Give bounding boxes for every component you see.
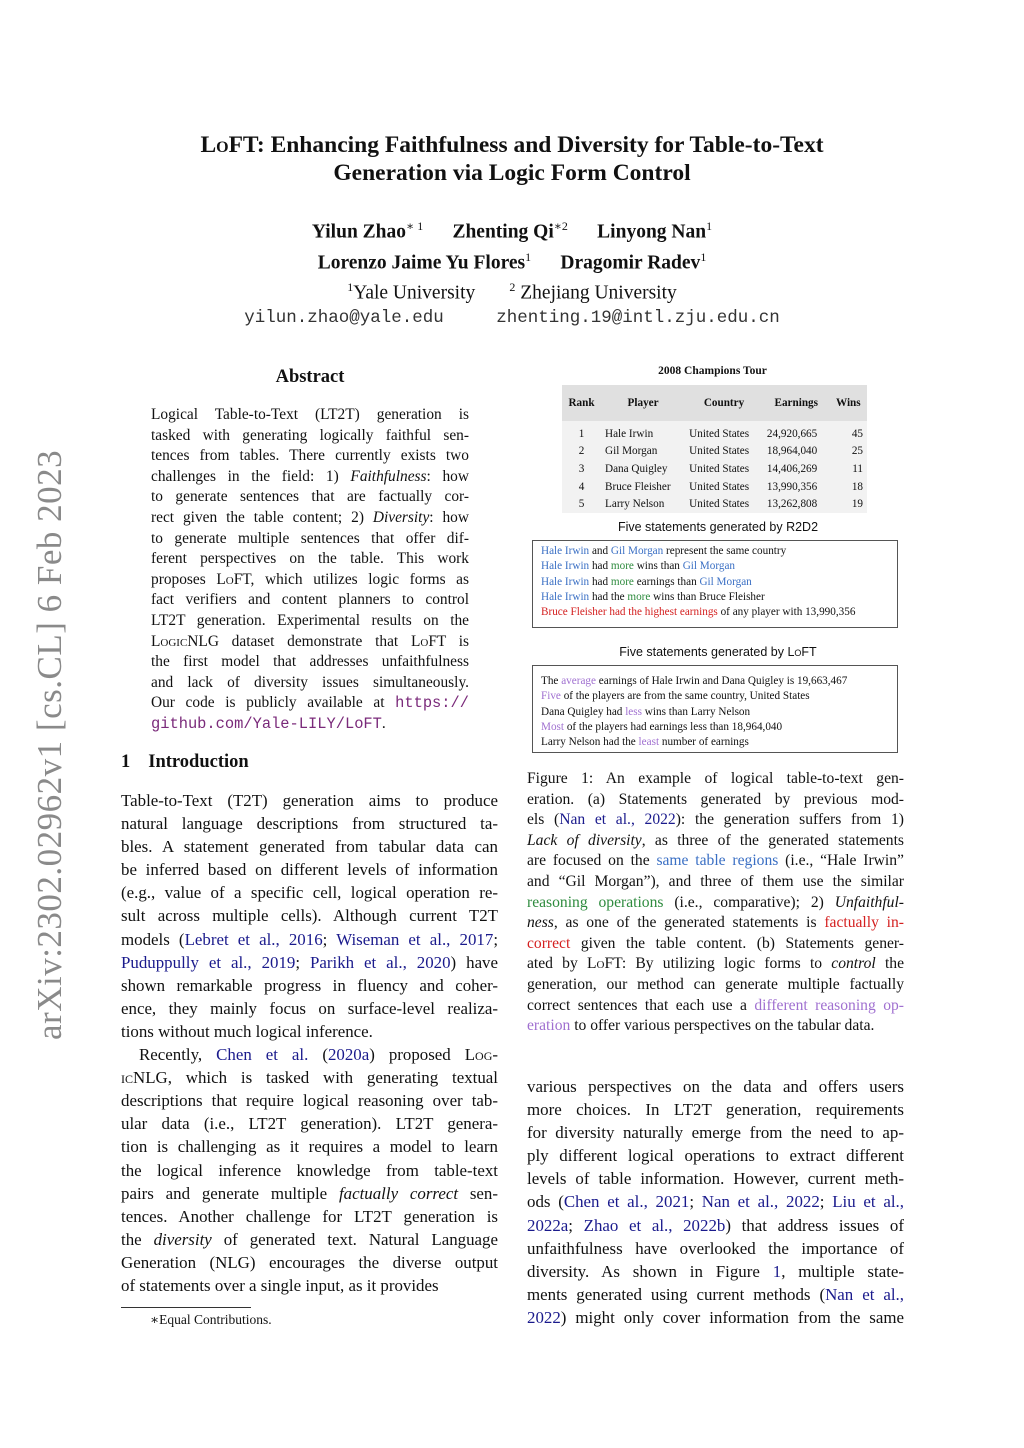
table-cell: United States (685, 460, 763, 478)
email-link[interactable]: yilun.zhao@yale.edu (244, 307, 444, 328)
intro-line: Puduppully et al., 2019; Parikh et al., 2020) have (121, 952, 499, 972)
table-cell: 3 (562, 460, 601, 478)
table-cell: Dana Quigley (601, 460, 685, 478)
author-name: Lorenzo Jaime Yu Flores (317, 252, 526, 273)
abstract-line: rect given the table content; 2) Diversity: how (151, 508, 469, 526)
abstract-line: Our code is publicly available at https:// (151, 694, 469, 713)
intro-line: bles. A statement generated from tabular data can (121, 837, 498, 857)
author-name: Yilun Zhao (311, 221, 407, 243)
emails (120, 306, 904, 331)
intro-paragraphs (121, 789, 498, 1297)
author-name: Dragomir Radev (560, 252, 701, 273)
table-cell: 5 (562, 495, 601, 513)
affiliation: Yale University (353, 282, 476, 304)
loft-statement: Five of the players are from the same country, United States (541, 690, 810, 703)
intro-line: ence, they mainly focus on surface-level realiza- (121, 998, 498, 1018)
author-affiliation-mark: 1 (700, 249, 707, 264)
intro-line: tion is challenging as it requires a model to learn (121, 1137, 498, 1157)
abstract-line: Logical Table-to-Text (LT2T) generation is (151, 406, 469, 423)
table-cell: 24,920,665 (763, 421, 830, 443)
abstract-line: to generate sentences that are factually cor- (151, 488, 469, 506)
table-header-cell: Earnings (763, 385, 830, 421)
caption-line: Lack of diversity, as three of the generated statements (527, 831, 904, 849)
intro-line: be inferred based on different levels of information (121, 860, 498, 880)
caption-line: are focused on the same table regions (i.e., “Hale Irwin” (527, 852, 904, 870)
table-cell: Bruce Fleisher (601, 478, 685, 496)
caption-line: els (Nan et al., 2022): the generation suffers from 1) (527, 811, 904, 829)
table-cell: 2 (562, 443, 601, 461)
title-line-2: Generation via Logic Form Control (333, 160, 691, 186)
table-header-row (562, 385, 867, 421)
intro-line: natural language descriptions from structured ta- (121, 814, 498, 834)
intro-line: the logical inference knowledge from table-text (121, 1160, 498, 1180)
body-line: more choices. In LT2T generation, requirements (527, 1100, 904, 1120)
caption-line: eration. (a) Statements generated by previous mod- (527, 790, 904, 808)
table-header-cell: Rank (562, 385, 601, 421)
r2d2-label: Five statements generated by R2D2 (617, 520, 819, 534)
caption-line: eration to offer various perspectives on the tabular data. (527, 1017, 875, 1035)
right-column-body (527, 1075, 904, 1329)
intro-line: shown remarkable progress in fluency and coher- (121, 975, 498, 995)
table-row (562, 460, 867, 478)
abstract-line: fact verifiers and content planners to control (151, 591, 469, 609)
intro-line: tences. Another challenge for LT2T generation is (121, 1206, 498, 1226)
caption-line: correct sentences that each use a different reasoning op- (527, 996, 904, 1014)
caption-line: Figure 1: An example of logical table-to-text gen- (527, 770, 904, 787)
loft-statement: Larry Nelson had the least number of earnings (541, 736, 749, 749)
loft-label: Five statements generated by LoFT (619, 645, 817, 659)
r2d2-statement: Hale Irwin had more earnings than Gil Morgan (541, 575, 752, 588)
abstract-line: LT2T generation. Experimental results on the (151, 611, 469, 629)
r2d2-statement: Hale Irwin had the more wins than Bruce Fleisher (541, 590, 765, 603)
affiliation: Zhejiang University (520, 282, 677, 304)
table-row (562, 421, 867, 443)
table-cell: United States (685, 421, 763, 443)
body-line: 2022) might only cover information from the same (527, 1307, 904, 1327)
abstract-line: tasked with generating logically faithful sen- (151, 426, 469, 444)
figure-table-title: 2008 Champions Tour (658, 365, 767, 377)
table-cell: 45 (830, 421, 867, 443)
intro-line: Table-to-Text (T2T) generation aims to produce (121, 791, 498, 810)
author-affiliation-mark: 1 (525, 249, 532, 264)
table-cell: Gil Morgan (601, 443, 685, 461)
paper-title (120, 131, 904, 187)
body-line: ods (Chen et al., 2021; Nan et al., 2022; Liu et al., (527, 1192, 905, 1212)
table-cell: 11 (830, 460, 867, 478)
arxiv-identifier: arXiv:2302.02962v1 [cs.CL] 6 Feb 2023 (30, 449, 69, 1040)
section-number: 1 (121, 752, 131, 772)
intro-line: the diversity of generated text. Natural Language (121, 1229, 498, 1249)
section-heading (121, 752, 249, 773)
table-header-cell: Wins (830, 385, 867, 421)
title-line-1: LoFT: Enhancing Faithfulness and Diversity for Table-to-Text (200, 132, 824, 158)
abstract-line: challenges in the field: 1) Faithfulness: how (151, 467, 469, 485)
intro-line: Recently, Chen et al. (2020a) proposed Log- (139, 1045, 499, 1065)
abstract-line: github.com/Yale-LILY/LoFT. (151, 714, 386, 733)
author-name: Linyong Nan (597, 221, 707, 243)
r2d2-statement: Bruce Fleisher had the highest earnings of any player with 13,990,356 (541, 606, 856, 619)
caption-line: ated by LoFT: By utilizing logic forms to control the (527, 955, 905, 973)
intro-line: ular data (i.e., LT2T generation). LT2T genera- (121, 1114, 498, 1134)
table-row (562, 443, 867, 461)
loft-statement: Most of the players had earnings less than 18,964,040 (541, 720, 783, 733)
author-name: Zhenting Qi (452, 221, 554, 243)
caption-line: generation, our method can generate multiple factually (527, 975, 904, 993)
loft-statements-box (532, 665, 898, 753)
abstract-line: the first model that addresses unfaithfulness (151, 653, 469, 671)
abstract-body (151, 405, 469, 735)
caption-line: correct given the table content. (b) Statements gener- (527, 934, 904, 952)
figure-caption (527, 769, 904, 1037)
body-line: 2022a; Zhao et al., 2022b) that address issues of (527, 1215, 904, 1235)
abstract-heading: Abstract (275, 367, 345, 387)
intro-line: of statements over a single input, as it provides (121, 1275, 439, 1295)
table-cell: 4 (562, 478, 601, 496)
author-affiliation-mark: ∗2 (553, 219, 568, 233)
table-cell: United States (685, 478, 763, 496)
body-line: ments generated using current methods (Nan et al., (527, 1284, 905, 1304)
author-block (120, 214, 904, 331)
intro-line: tions without much logical inference. (121, 1021, 373, 1041)
intro-line: Generation (NLG) encourages the diverse output (121, 1252, 498, 1272)
abstract-line: to generate multiple sentences that offer dif- (151, 529, 469, 547)
affiliations: $^1$Yale University $^2$ Zhejiang University (347, 280, 677, 304)
table-cell: 1 (562, 421, 601, 443)
table-header-cell: Player (601, 385, 685, 421)
intro-line: sult across multiple cells). Although current T2T (121, 906, 498, 926)
caption-line: and “Gil Morgan”), and three of them use the similar (527, 872, 904, 890)
caption-line: reasoning operations (i.e., comparative); 2) Unfaithful- (527, 893, 904, 911)
abstract-line: and lack of diversity issues simultaneously. (151, 673, 469, 691)
body-line: ply different logical operations to extract different (527, 1146, 904, 1166)
body-line: diversity. As shown in Figure 1, multiple state- (527, 1261, 905, 1281)
abstract-line: proposes LoFT, which utilizes logic forms as (151, 570, 469, 588)
body-line: unfaithfulness have overlooked the importance of (527, 1238, 904, 1258)
table-row (562, 495, 867, 513)
abstract-line: tences from tables. There currently exists two (151, 447, 469, 465)
r2d2-statements-box (532, 540, 898, 628)
table-cell: Larry Nelson (601, 495, 685, 513)
table-cell: 19 (830, 495, 867, 513)
abstract-line: ferent perspectives on the table. This work (151, 550, 469, 568)
table-cell: 13,262,808 (763, 495, 830, 513)
author-affiliation-mark: ∗ 1 (406, 219, 424, 233)
table-cell: United States (685, 443, 763, 461)
intro-line: models (Lebret et al., 2016; Wiseman et al., 2017; (121, 929, 499, 949)
author-affiliation-mark: 1 (706, 219, 713, 233)
intro-line: icNLG, which is tasked with generating textual (121, 1068, 498, 1088)
r2d2-statement: Hale Irwin had more wins than Gil Morgan (541, 560, 736, 573)
table-cell: 25 (830, 443, 867, 461)
intro-line: descriptions that require logical reasoning over tab- (121, 1091, 498, 1111)
section-title: Introduction (148, 752, 249, 772)
table-cell: Hale Irwin (601, 421, 685, 443)
email-link[interactable]: zhenting.19@intl.zju.edu.cn (496, 307, 780, 328)
body-line: various perspectives on the data and offers users (527, 1077, 904, 1096)
table-cell: 13,990,356 (763, 478, 830, 496)
champions-table (562, 385, 867, 513)
intro-line: pairs and generate multiple factually correct sen- (121, 1183, 498, 1203)
abstract-line: LogicNLG dataset demonstrate that LoFT is (151, 632, 470, 650)
footnote-divider (121, 1307, 251, 1308)
table-cell: 18,964,040 (763, 443, 830, 461)
table-cell: 18 (830, 478, 867, 496)
footnote: ∗Equal Contributions. (150, 1312, 272, 1327)
loft-statement: The average earnings of Hale Irwin and Dana Quigley is 19,663,467 (541, 675, 848, 687)
body-line: levels of table information. However, current meth- (527, 1169, 904, 1189)
table-header-cell: Country (685, 385, 763, 421)
table-cell: 14,406,269 (763, 460, 830, 478)
intro-line: (e.g., value of a specific cell, logical operation re- (121, 883, 498, 903)
r2d2-statement: Hale Irwin and Gil Morgan represent the same country (541, 545, 787, 557)
loft-statement: Dana Quigley had less wins than Larry Nelson (541, 705, 751, 718)
table-row (562, 478, 867, 496)
body-line: for diversity naturally emerge from the need to ap- (527, 1123, 904, 1143)
caption-line: ness, as one of the generated statements is factually in- (527, 914, 904, 932)
table-cell: United States (685, 495, 763, 513)
